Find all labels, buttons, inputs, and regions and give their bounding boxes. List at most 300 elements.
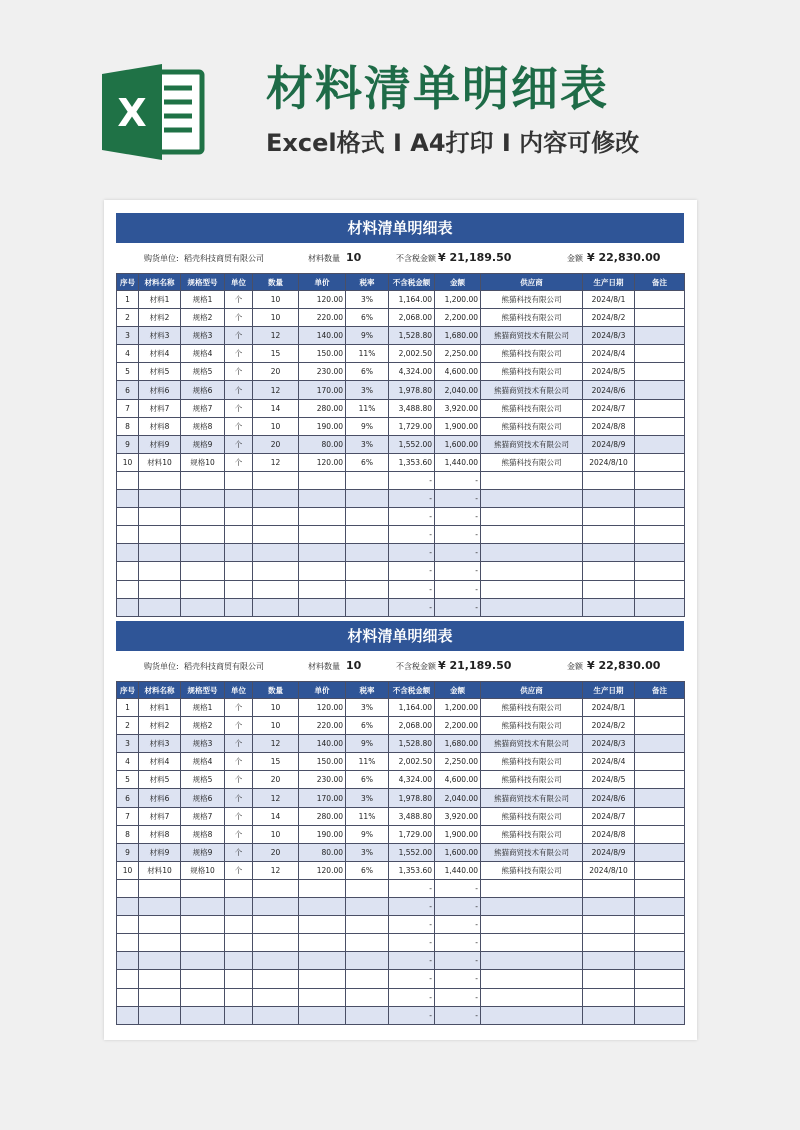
table-cell[interactable]: 2024/8/2 xyxy=(583,309,635,327)
table-cell[interactable] xyxy=(253,898,299,916)
table-cell[interactable] xyxy=(635,363,685,381)
table-cell[interactable]: 120.00 xyxy=(299,699,346,717)
table-cell[interactable] xyxy=(181,988,225,1006)
table-cell[interactable]: 6% xyxy=(346,309,389,327)
table-cell[interactable]: 3,488.80 xyxy=(389,807,435,825)
table-cell[interactable] xyxy=(635,399,685,417)
table-cell[interactable]: 个 xyxy=(225,291,253,309)
table-cell[interactable]: 规格1 xyxy=(181,291,225,309)
table-cell[interactable] xyxy=(346,988,389,1006)
table-cell[interactable]: 2024/8/8 xyxy=(583,417,635,435)
table-cell[interactable] xyxy=(346,562,389,580)
table-cell[interactable]: 个 xyxy=(225,735,253,753)
table-cell[interactable] xyxy=(299,562,346,580)
table-cell[interactable]: 规格9 xyxy=(181,843,225,861)
table-cell[interactable]: 熊猫科技有限公司 xyxy=(481,291,583,309)
table-cell[interactable]: 个 xyxy=(225,363,253,381)
table-cell[interactable] xyxy=(181,562,225,580)
table-cell[interactable]: - xyxy=(389,598,435,616)
table-cell[interactable]: 10 xyxy=(253,417,299,435)
table-cell[interactable]: - xyxy=(389,526,435,544)
table-cell[interactable] xyxy=(253,544,299,562)
table-cell[interactable]: - xyxy=(389,879,435,897)
table-cell[interactable]: 熊猫科技有限公司 xyxy=(481,399,583,417)
table-cell[interactable] xyxy=(117,934,139,952)
table-cell[interactable] xyxy=(481,562,583,580)
table-cell[interactable] xyxy=(346,580,389,598)
table-cell[interactable]: 个 xyxy=(225,717,253,735)
table-cell[interactable]: - xyxy=(435,490,481,508)
table-cell[interactable] xyxy=(635,526,685,544)
table-cell[interactable]: 材料3 xyxy=(139,735,181,753)
table-cell[interactable] xyxy=(583,562,635,580)
table-cell[interactable]: 熊猫科技有限公司 xyxy=(481,807,583,825)
table-cell[interactable] xyxy=(181,879,225,897)
table-cell[interactable]: 2,068.00 xyxy=(389,717,435,735)
table-cell[interactable]: 2024/8/5 xyxy=(583,771,635,789)
table-cell[interactable]: 3% xyxy=(346,789,389,807)
table-cell[interactable] xyxy=(583,490,635,508)
table-cell[interactable]: 120.00 xyxy=(299,861,346,879)
table-cell[interactable]: 6% xyxy=(346,363,389,381)
table-cell[interactable] xyxy=(481,471,583,489)
table-cell[interactable]: 1,978.80 xyxy=(389,381,435,399)
table-cell[interactable] xyxy=(583,988,635,1006)
table-cell[interactable] xyxy=(117,508,139,526)
table-cell[interactable]: 280.00 xyxy=(299,807,346,825)
table-cell[interactable] xyxy=(583,916,635,934)
table-cell[interactable] xyxy=(635,879,685,897)
table-cell[interactable] xyxy=(346,598,389,616)
table-cell[interactable]: 2,200.00 xyxy=(435,717,481,735)
table-cell[interactable] xyxy=(181,598,225,616)
table-cell[interactable]: 170.00 xyxy=(299,381,346,399)
table-cell[interactable]: 熊猫科技有限公司 xyxy=(481,453,583,471)
table-cell[interactable]: 150.00 xyxy=(299,753,346,771)
table-cell[interactable]: 2024/8/3 xyxy=(583,735,635,753)
table-cell[interactable]: 150.00 xyxy=(299,345,346,363)
table-cell[interactable] xyxy=(117,1006,139,1024)
table-cell[interactable] xyxy=(346,952,389,970)
table-cell[interactable]: 120.00 xyxy=(299,291,346,309)
table-cell[interactable] xyxy=(481,544,583,562)
table-cell[interactable]: - xyxy=(435,544,481,562)
table-cell[interactable] xyxy=(225,1006,253,1024)
table-cell[interactable]: 熊猫科技有限公司 xyxy=(481,771,583,789)
table-cell[interactable]: 2,200.00 xyxy=(435,309,481,327)
table-cell[interactable]: - xyxy=(389,898,435,916)
table-cell[interactable]: 个 xyxy=(225,453,253,471)
table-cell[interactable]: 5 xyxy=(117,363,139,381)
table-cell[interactable] xyxy=(635,453,685,471)
table-cell[interactable]: 9% xyxy=(346,735,389,753)
table-cell[interactable]: 材料2 xyxy=(139,309,181,327)
table-cell[interactable]: 2024/8/6 xyxy=(583,381,635,399)
table-cell[interactable]: 1,552.00 xyxy=(389,435,435,453)
table-cell[interactable]: 2024/8/10 xyxy=(583,861,635,879)
table-cell[interactable]: 2,068.00 xyxy=(389,309,435,327)
table-cell[interactable]: 9 xyxy=(117,435,139,453)
table-cell[interactable] xyxy=(635,417,685,435)
table-cell[interactable]: 12 xyxy=(253,789,299,807)
table-cell[interactable] xyxy=(481,988,583,1006)
table-cell[interactable]: 材料7 xyxy=(139,807,181,825)
table-cell[interactable] xyxy=(346,934,389,952)
table-cell[interactable]: 2024/8/9 xyxy=(583,435,635,453)
table-cell[interactable] xyxy=(635,562,685,580)
table-cell[interactable] xyxy=(481,508,583,526)
table-cell[interactable]: 材料4 xyxy=(139,753,181,771)
table-cell[interactable]: 3,920.00 xyxy=(435,399,481,417)
table-cell[interactable] xyxy=(583,471,635,489)
table-cell[interactable] xyxy=(117,916,139,934)
table-cell[interactable]: 2,002.50 xyxy=(389,753,435,771)
table-cell[interactable] xyxy=(583,970,635,988)
table-cell[interactable] xyxy=(181,544,225,562)
table-cell[interactable]: 熊猫科技有限公司 xyxy=(481,363,583,381)
table-cell[interactable]: 材料9 xyxy=(139,843,181,861)
table-cell[interactable]: 1,353.60 xyxy=(389,861,435,879)
table-cell[interactable]: 1,600.00 xyxy=(435,843,481,861)
table-cell[interactable]: 2,002.50 xyxy=(389,345,435,363)
table-cell[interactable] xyxy=(139,988,181,1006)
table-cell[interactable]: 规格9 xyxy=(181,435,225,453)
table-cell[interactable]: 1 xyxy=(117,291,139,309)
table-cell[interactable]: - xyxy=(435,508,481,526)
table-cell[interactable]: 4 xyxy=(117,345,139,363)
table-cell[interactable] xyxy=(299,490,346,508)
table-cell[interactable] xyxy=(139,598,181,616)
table-cell[interactable]: 4,600.00 xyxy=(435,771,481,789)
table-cell[interactable] xyxy=(635,381,685,399)
table-cell[interactable]: 1,164.00 xyxy=(389,699,435,717)
table-cell[interactable] xyxy=(635,952,685,970)
table-cell[interactable] xyxy=(117,988,139,1006)
table-cell[interactable] xyxy=(117,490,139,508)
table-cell[interactable]: 20 xyxy=(253,843,299,861)
table-cell[interactable]: 10 xyxy=(253,717,299,735)
table-cell[interactable]: 材料5 xyxy=(139,363,181,381)
table-cell[interactable]: 2024/8/2 xyxy=(583,717,635,735)
table-cell[interactable]: 材料8 xyxy=(139,417,181,435)
table-cell[interactable]: - xyxy=(389,988,435,1006)
table-cell[interactable] xyxy=(181,526,225,544)
table-cell[interactable] xyxy=(139,526,181,544)
table-cell[interactable] xyxy=(139,580,181,598)
table-cell[interactable]: 个 xyxy=(225,825,253,843)
table-cell[interactable] xyxy=(635,580,685,598)
table-cell[interactable] xyxy=(139,544,181,562)
table-cell[interactable]: 2,040.00 xyxy=(435,381,481,399)
table-cell[interactable]: 10 xyxy=(253,309,299,327)
table-cell[interactable] xyxy=(117,471,139,489)
table-cell[interactable]: 2024/8/9 xyxy=(583,843,635,861)
table-cell[interactable] xyxy=(635,435,685,453)
table-cell[interactable]: 3 xyxy=(117,327,139,345)
table-cell[interactable] xyxy=(139,879,181,897)
table-cell[interactable]: 熊猫科技有限公司 xyxy=(481,753,583,771)
table-cell[interactable] xyxy=(181,916,225,934)
table-cell[interactable]: 2024/8/4 xyxy=(583,345,635,363)
table-cell[interactable] xyxy=(225,970,253,988)
table-cell[interactable]: 熊猫商贸技术有限公司 xyxy=(481,735,583,753)
table-cell[interactable]: 2,250.00 xyxy=(435,345,481,363)
table-cell[interactable] xyxy=(346,508,389,526)
table-cell[interactable] xyxy=(635,471,685,489)
table-cell[interactable]: - xyxy=(435,916,481,934)
table-cell[interactable]: 140.00 xyxy=(299,327,346,345)
table-cell[interactable]: 熊猫商贸技术有限公司 xyxy=(481,843,583,861)
table-cell[interactable] xyxy=(481,916,583,934)
table-cell[interactable] xyxy=(346,544,389,562)
table-cell[interactable]: 材料9 xyxy=(139,435,181,453)
table-cell[interactable] xyxy=(181,898,225,916)
table-cell[interactable]: 280.00 xyxy=(299,399,346,417)
table-cell[interactable]: 5 xyxy=(117,771,139,789)
table-cell[interactable]: 6 xyxy=(117,789,139,807)
table-cell[interactable] xyxy=(299,952,346,970)
table-cell[interactable]: 1,528.80 xyxy=(389,327,435,345)
table-cell[interactable] xyxy=(181,508,225,526)
table-cell[interactable] xyxy=(583,879,635,897)
table-cell[interactable]: 熊猫商贸技术有限公司 xyxy=(481,435,583,453)
table-cell[interactable] xyxy=(181,471,225,489)
table-cell[interactable] xyxy=(635,988,685,1006)
table-cell[interactable]: 3% xyxy=(346,843,389,861)
table-cell[interactable] xyxy=(117,898,139,916)
table-cell[interactable]: - xyxy=(435,934,481,952)
table-cell[interactable] xyxy=(225,580,253,598)
table-cell[interactable] xyxy=(346,898,389,916)
table-cell[interactable]: 规格4 xyxy=(181,345,225,363)
table-cell[interactable]: 1,729.00 xyxy=(389,417,435,435)
table-cell[interactable] xyxy=(635,789,685,807)
table-cell[interactable] xyxy=(253,952,299,970)
table-cell[interactable]: 材料4 xyxy=(139,345,181,363)
table-cell[interactable] xyxy=(481,952,583,970)
table-cell[interactable]: 3% xyxy=(346,291,389,309)
table-cell[interactable]: 3,920.00 xyxy=(435,807,481,825)
table-cell[interactable]: 熊猫商贸技术有限公司 xyxy=(481,381,583,399)
table-cell[interactable] xyxy=(117,526,139,544)
table-cell[interactable]: 11% xyxy=(346,753,389,771)
table-cell[interactable] xyxy=(253,580,299,598)
table-cell[interactable] xyxy=(253,970,299,988)
table-cell[interactable]: 1,600.00 xyxy=(435,435,481,453)
table-cell[interactable]: 10 xyxy=(253,699,299,717)
table-cell[interactable]: 材料10 xyxy=(139,861,181,879)
table-cell[interactable]: 9 xyxy=(117,843,139,861)
table-cell[interactable] xyxy=(181,952,225,970)
table-cell[interactable]: 熊猫科技有限公司 xyxy=(481,861,583,879)
table-cell[interactable]: 220.00 xyxy=(299,717,346,735)
table-cell[interactable]: 材料8 xyxy=(139,825,181,843)
table-cell[interactable] xyxy=(225,526,253,544)
table-cell[interactable]: 3% xyxy=(346,381,389,399)
table-cell[interactable]: 20 xyxy=(253,363,299,381)
table-cell[interactable] xyxy=(117,598,139,616)
table-cell[interactable]: 1,680.00 xyxy=(435,735,481,753)
table-cell[interactable] xyxy=(583,898,635,916)
table-cell[interactable] xyxy=(299,898,346,916)
table-cell[interactable] xyxy=(181,490,225,508)
table-cell[interactable]: 2 xyxy=(117,717,139,735)
table-cell[interactable]: 个 xyxy=(225,843,253,861)
table-cell[interactable] xyxy=(635,1006,685,1024)
table-cell[interactable] xyxy=(139,952,181,970)
table-cell[interactable]: 8 xyxy=(117,417,139,435)
table-cell[interactable]: 个 xyxy=(225,381,253,399)
table-cell[interactable]: 1,440.00 xyxy=(435,453,481,471)
table-cell[interactable] xyxy=(635,807,685,825)
table-cell[interactable]: 3,488.80 xyxy=(389,399,435,417)
table-cell[interactable] xyxy=(583,934,635,952)
table-cell[interactable]: 1,440.00 xyxy=(435,861,481,879)
table-cell[interactable] xyxy=(253,916,299,934)
table-cell[interactable]: 1,552.00 xyxy=(389,843,435,861)
table-cell[interactable] xyxy=(181,1006,225,1024)
table-cell[interactable]: 规格7 xyxy=(181,807,225,825)
table-cell[interactable]: 2024/8/10 xyxy=(583,453,635,471)
table-cell[interactable] xyxy=(139,898,181,916)
table-cell[interactable]: 170.00 xyxy=(299,789,346,807)
table-cell[interactable]: 230.00 xyxy=(299,363,346,381)
table-cell[interactable]: 10 xyxy=(253,825,299,843)
table-cell[interactable]: 9% xyxy=(346,327,389,345)
table-cell[interactable]: - xyxy=(389,952,435,970)
table-cell[interactable]: - xyxy=(389,562,435,580)
table-cell[interactable]: 个 xyxy=(225,345,253,363)
table-cell[interactable]: 熊猫科技有限公司 xyxy=(481,345,583,363)
table-cell[interactable] xyxy=(299,471,346,489)
table-cell[interactable]: 4,600.00 xyxy=(435,363,481,381)
table-cell[interactable]: 11% xyxy=(346,399,389,417)
table-cell[interactable]: - xyxy=(435,526,481,544)
table-cell[interactable] xyxy=(225,916,253,934)
table-cell[interactable]: - xyxy=(389,580,435,598)
table-cell[interactable] xyxy=(139,471,181,489)
table-cell[interactable] xyxy=(253,934,299,952)
table-cell[interactable]: 个 xyxy=(225,807,253,825)
table-cell[interactable] xyxy=(635,861,685,879)
table-cell[interactable] xyxy=(583,1006,635,1024)
table-cell[interactable]: 个 xyxy=(225,435,253,453)
table-cell[interactable]: 2024/8/1 xyxy=(583,699,635,717)
table-cell[interactable]: 10 xyxy=(117,453,139,471)
table-cell[interactable] xyxy=(635,291,685,309)
table-cell[interactable]: 12 xyxy=(253,861,299,879)
table-cell[interactable]: 20 xyxy=(253,771,299,789)
table-cell[interactable]: 14 xyxy=(253,807,299,825)
table-cell[interactable] xyxy=(225,952,253,970)
table-cell[interactable]: 熊猫科技有限公司 xyxy=(481,717,583,735)
table-cell[interactable] xyxy=(346,490,389,508)
table-cell[interactable] xyxy=(635,753,685,771)
table-cell[interactable] xyxy=(117,544,139,562)
table-cell[interactable]: 11% xyxy=(346,345,389,363)
table-cell[interactable] xyxy=(635,825,685,843)
table-cell[interactable]: 9% xyxy=(346,417,389,435)
table-cell[interactable] xyxy=(139,970,181,988)
table-cell[interactable]: 熊猫科技有限公司 xyxy=(481,699,583,717)
table-cell[interactable]: 规格7 xyxy=(181,399,225,417)
table-cell[interactable] xyxy=(635,934,685,952)
table-cell[interactable] xyxy=(346,879,389,897)
table-cell[interactable]: - xyxy=(389,970,435,988)
table-cell[interactable]: 12 xyxy=(253,453,299,471)
table-cell[interactable]: 个 xyxy=(225,309,253,327)
table-cell[interactable] xyxy=(225,879,253,897)
table-cell[interactable]: 2024/8/7 xyxy=(583,399,635,417)
table-cell[interactable] xyxy=(346,1006,389,1024)
table-cell[interactable]: 1,729.00 xyxy=(389,825,435,843)
table-cell[interactable] xyxy=(117,952,139,970)
table-cell[interactable]: 2024/8/3 xyxy=(583,327,635,345)
table-cell[interactable] xyxy=(481,526,583,544)
table-cell[interactable] xyxy=(225,490,253,508)
table-cell[interactable] xyxy=(299,544,346,562)
table-cell[interactable] xyxy=(299,598,346,616)
table-cell[interactable] xyxy=(481,970,583,988)
table-cell[interactable]: 4,324.00 xyxy=(389,771,435,789)
table-cell[interactable] xyxy=(299,879,346,897)
table-cell[interactable] xyxy=(253,1006,299,1024)
table-cell[interactable]: 材料2 xyxy=(139,717,181,735)
table-cell[interactable]: 1,164.00 xyxy=(389,291,435,309)
table-cell[interactable] xyxy=(583,508,635,526)
table-cell[interactable]: 3 xyxy=(117,735,139,753)
table-cell[interactable] xyxy=(299,580,346,598)
table-cell[interactable]: 规格5 xyxy=(181,771,225,789)
table-cell[interactable] xyxy=(117,879,139,897)
table-cell[interactable]: 12 xyxy=(253,381,299,399)
table-cell[interactable]: 10 xyxy=(253,291,299,309)
table-cell[interactable] xyxy=(139,508,181,526)
table-cell[interactable]: 2024/8/1 xyxy=(583,291,635,309)
table-cell[interactable]: 材料10 xyxy=(139,453,181,471)
table-cell[interactable]: - xyxy=(389,934,435,952)
table-cell[interactable]: 材料6 xyxy=(139,381,181,399)
table-cell[interactable] xyxy=(225,562,253,580)
table-cell[interactable] xyxy=(635,970,685,988)
table-cell[interactable]: 220.00 xyxy=(299,309,346,327)
table-cell[interactable]: 材料5 xyxy=(139,771,181,789)
table-cell[interactable] xyxy=(583,580,635,598)
table-cell[interactable]: - xyxy=(435,970,481,988)
table-cell[interactable]: 规格4 xyxy=(181,753,225,771)
table-cell[interactable]: - xyxy=(389,1006,435,1024)
table-cell[interactable]: 15 xyxy=(253,345,299,363)
table-cell[interactable]: 12 xyxy=(253,735,299,753)
table-cell[interactable]: 1,680.00 xyxy=(435,327,481,345)
table-cell[interactable]: 6% xyxy=(346,861,389,879)
table-cell[interactable]: 11% xyxy=(346,807,389,825)
table-cell[interactable] xyxy=(583,526,635,544)
table-cell[interactable]: 4 xyxy=(117,753,139,771)
table-cell[interactable] xyxy=(117,562,139,580)
table-cell[interactable]: 个 xyxy=(225,699,253,717)
table-cell[interactable]: 20 xyxy=(253,435,299,453)
table-cell[interactable]: 1,978.80 xyxy=(389,789,435,807)
table-cell[interactable] xyxy=(299,1006,346,1024)
table-cell[interactable]: 1,200.00 xyxy=(435,699,481,717)
table-cell[interactable]: 7 xyxy=(117,807,139,825)
table-cell[interactable] xyxy=(299,988,346,1006)
table-cell[interactable]: 熊猫商贸技术有限公司 xyxy=(481,327,583,345)
table-cell[interactable]: 2 xyxy=(117,309,139,327)
table-cell[interactable] xyxy=(139,1006,181,1024)
table-cell[interactable]: 3% xyxy=(346,435,389,453)
